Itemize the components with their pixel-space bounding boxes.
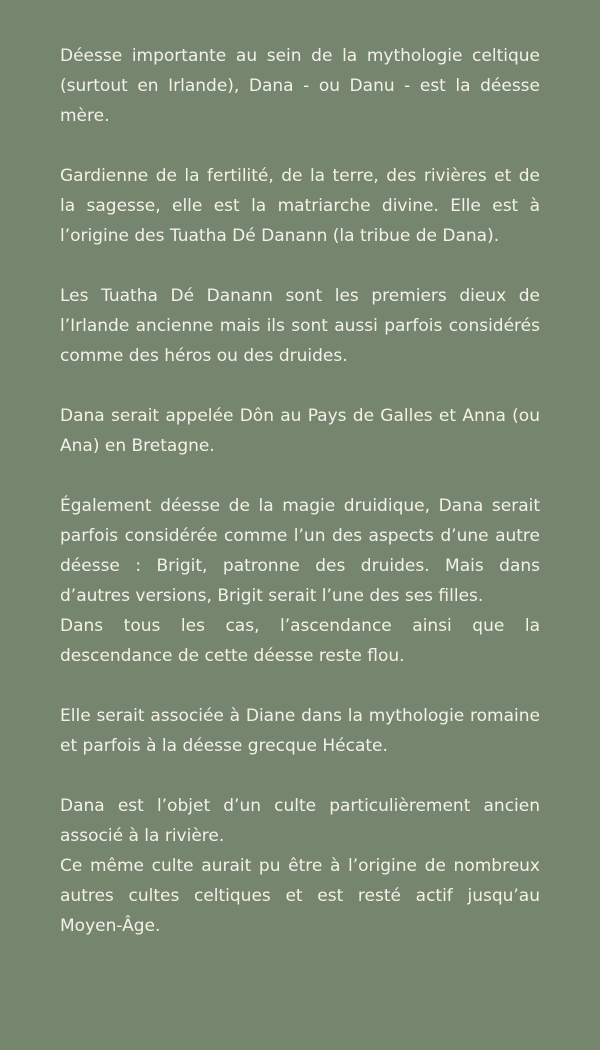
paragraph-lineage-line: Dans tous les cas, l’ascendance ainsi que la descendance de cette déesse reste flou. [60, 616, 540, 666]
paragraph-diane: Elle serait associée à Diane dans la mythologie romaine et parfois à la déesse grecque Hécate. [60, 706, 540, 756]
paragraph-tuatha: Les Tuatha Dé Danann sont les premiers dieux de l’Irlande ancienne mais ils sont aussi parfois considérés comme des héros ou des druides. [60, 286, 540, 366]
paragraph-cult-origin-line: Ce même culte aurait pu être à l’origine de nombreux autres cultes celtiques et est resté actif jusqu’au Moyen-Âge. [60, 856, 540, 936]
paragraph-intro: Déesse importante au sein de la mythologie celtique (surtout en Irlande), Dana - ou Danu - est la déesse mère. [60, 46, 540, 126]
paragraph-cult-line: Dana est l’objet d’un culte particulièrement ancien associé à la rivière. [60, 796, 540, 846]
paragraph-guardian: Gardienne de la fertilité, de la terre, des rivières et de la sagesse, elle est la matriarche divine. Elle est à l’origine des Tuatha Dé Danann (la tribue de Dana). [60, 166, 540, 246]
paragraph-brigit-line: Également déesse de la magie druidique, Dana serait parfois considérée comme l’un des aspects d’une autre déesse : Brigit, patronne des druides. Mais dans d’autres versions, Brigit serait l’une des ses filles. [60, 496, 540, 606]
paragraph-brigit [60, 491, 540, 671]
paragraph-cult [60, 791, 540, 941]
paragraph-names: Dana serait appelée Dôn au Pays de Galles et Anna (ou Ana) en Bretagne. [60, 406, 540, 456]
